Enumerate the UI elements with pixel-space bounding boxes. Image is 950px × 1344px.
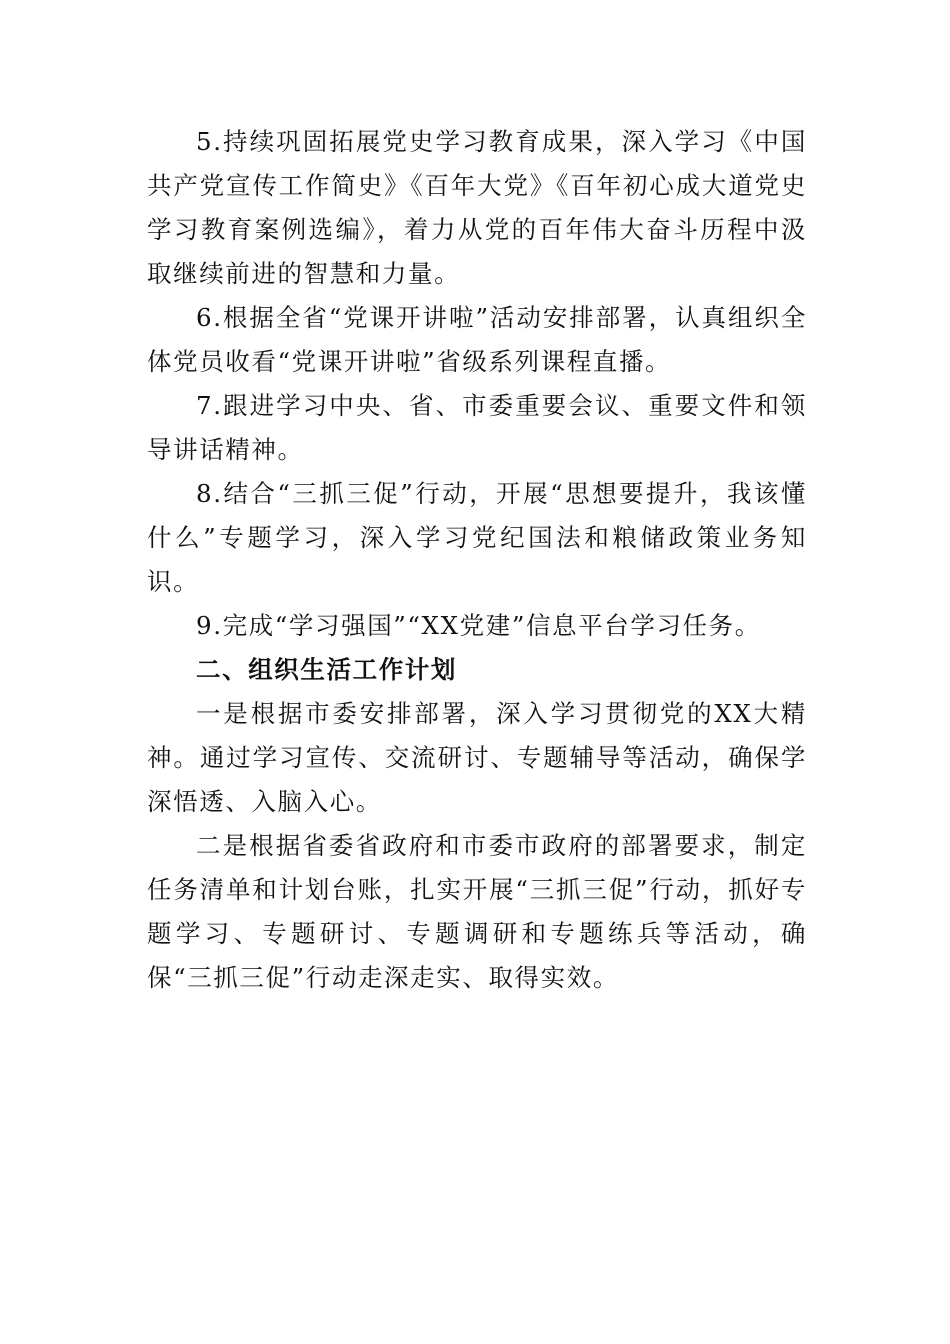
paragraph-item-6: 6.根据全省“党课开讲啦”活动安排部署，认真组织全体党员收看“党课开讲啦”省级系列课程直播。 bbox=[147, 303, 807, 376]
document-body bbox=[147, 120, 807, 1000]
paragraph-item-8: 8.结合“三抓三促”行动，开展“思想要提升，我该懂什么”专题学习，深入学习党纪国法和粮储政策业务知识。 bbox=[147, 479, 807, 596]
section-heading: 二、组织生活工作计划 bbox=[196, 655, 457, 684]
paragraph-item-7: 7.跟进学习中央、省、市委重要会议、重要文件和领导讲话精神。 bbox=[147, 391, 807, 464]
paragraph-item-9: 9.完成“学习强国”“XX党建”信息平台学习任务。 bbox=[196, 611, 761, 640]
section-paragraph-2: 二是根据省委省政府和市委市政府的部署要求，制定任务清单和计划台账，扎实开展“三抓三促”行动，抓好专题学习、专题研讨、专题调研和专题练兵等活动，确保“三抓三促”行动走深走实、取得实效。 bbox=[147, 831, 807, 992]
section-paragraph-1: 一是根据市委安排部署，深入学习贯彻党的XX大精神。通过学习宣传、交流研讨、专题辅导等活动，确保学深悟透、入脑入心。 bbox=[147, 699, 807, 816]
paragraph-item-5: 5.持续巩固拓展党史学习教育成果，深入学习《中国共产党宣传工作简史》《百年大党》《百年初心成大道党史学习教育案例选编》，着力从党的百年伟大奋斗历程中汲取继续前进的智慧和力量。 bbox=[147, 127, 807, 288]
